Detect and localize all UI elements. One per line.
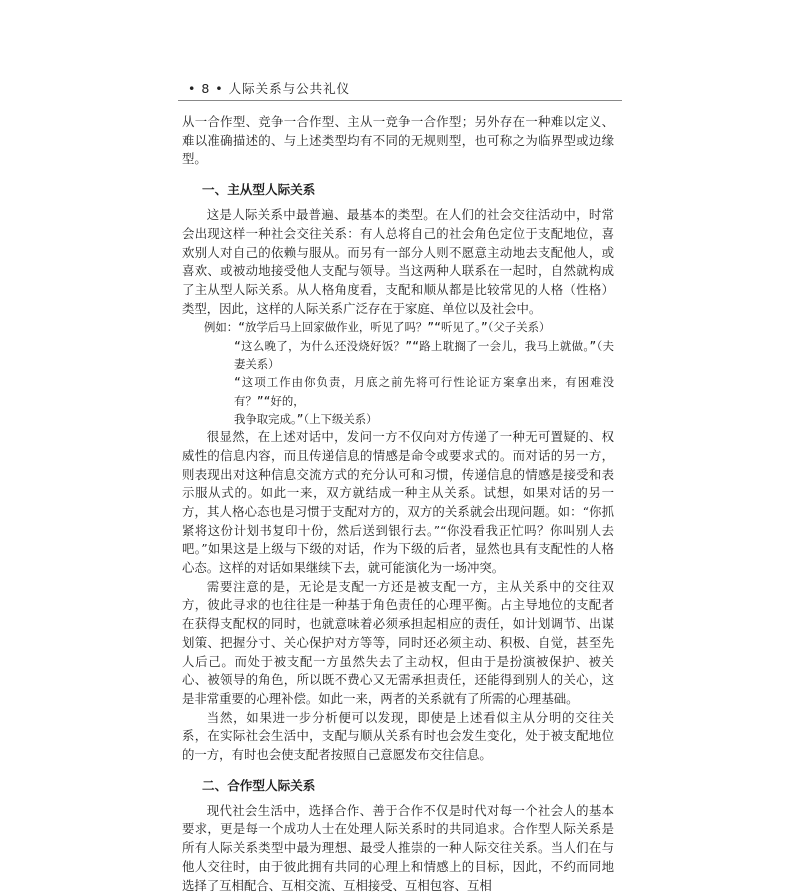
section1-paragraph-1: 这是人际关系中最普遍、最基本的类型。在人们的社会交往活动中，时常会出现这样一种社会交往关系：有人总将自己的社会角色定位于支配地位，喜欢别人对自己的依赖与服从。而另有一部分人则不愿意主动地去支配他人，或喜欢、或被动地接受他人支配与领导。当这两种人联系在一起时，自然就构成了主从型人际关系。从人格角度看，支配和顺从都是比较常见的人格（性格）类型，因此，这样的人际关系广泛存在于家庭、单位以及社会中。 [182, 207, 614, 316]
intro-paragraph: 从一合作型、竞争一合作型、主从一竞争一合作型；另外存在一种难以定义、难以准确描述的、与上述类型均有不同的无规则型，也可称之为临界型或边缘型。 [182, 114, 614, 167]
dialogue-example-3-cont: 我争取完成。”（上下级关系） [234, 411, 378, 426]
header-rule [178, 100, 622, 101]
section1-paragraph-3: 需要注意的是，无论是支配一方还是被支配一方，主从关系中的交往双方，彼此寻求的也往往是一种基于角色责任的心理平衡。占主导地位的支配者在获得支配权的同时，也就意味着必须承担起相应的责任，如计划调节、出谋划策、把握分寸、关心保护对方等等，同时还必须主动、积极、自觉，甚至先人后己。而处于被支配一方虽然失去了主动权，但由于是扮演被保护、被关心、被领导的角色，所以既不费心又无需承担责任，还能得到别人的关心，这是非常重要的心理补偿。如此一来，两者的关系就有了所需的心理基础。 [182, 578, 614, 706]
dialogue-example-2: “这么晚了，为什么还没烧好饭？”“路上耽搁了一会儿，我马上就做。”（夫妻关系） [234, 338, 614, 371]
dialogue-example-1: 例如：“放学后马上回家做作业，听见了吗？”“听见了。”（父子关系） [204, 320, 551, 335]
section1-paragraph-2: 很显然，在上述对话中，发问一方不仅向对方传递了一种无可置疑的、权威性的信息内容，而且传递信息的情感是命令或要求式的。而对话的另一方，则表现出对这种信息交流方式的充分认可和习惯，传递信息的情感是接受和表示服从式的。如此一来，双方就结成一种主从关系。试想，如果对话的另一方，其人格心态也是习惯于支配对方的，双方的关系就会出现问题。如：“你抓紧将这份计划书复印十份，然后送到银行去。”“你没看我正忙吗？你叫别人去吧。”如果这是上级与下级的对话，作为下级的后者，显然也具有支配性的人格心态。这样的对话如果继续下去，就可能演化为一场冲突。 [182, 429, 614, 576]
running-head: • 8 • 人际关系与公共礼仪 [188, 81, 351, 96]
section-heading-2: 二、合作型人际关系 [202, 777, 316, 793]
section-heading-1: 一、主从型人际关系 [202, 182, 316, 198]
dialogue-example-3: “这项工作由你负责，月底之前先将可行性论证方案拿出来，有困难没有？”“好的， [234, 375, 614, 408]
page-body [182, 113, 614, 895]
section2-paragraph-1: 现代社会生活中，选择合作、善于合作不仅是时代对每一个社会人的基本要求，更是每一个成功人士在处理人际关系时的共同追求。合作型人际关系是所有人际关系类型中最为理想、最受人推崇的一种人际交往关系。当人们在与他人交往时，由于彼此拥有共同的心理上和情感上的目标，因此，不约而同地选择了互相配合、互相交流、互相接受、互相包容、互相 [182, 802, 614, 893]
section1-paragraph-4: 当然，如果进一步分析便可以发现，即使是上述看似主从分明的交往关系，在实际社会生活中，支配与顺从关系有时也会发生变化，处于被支配地位的一方，有时也会使支配者按照自己意愿发布交往信息。 [182, 709, 614, 763]
